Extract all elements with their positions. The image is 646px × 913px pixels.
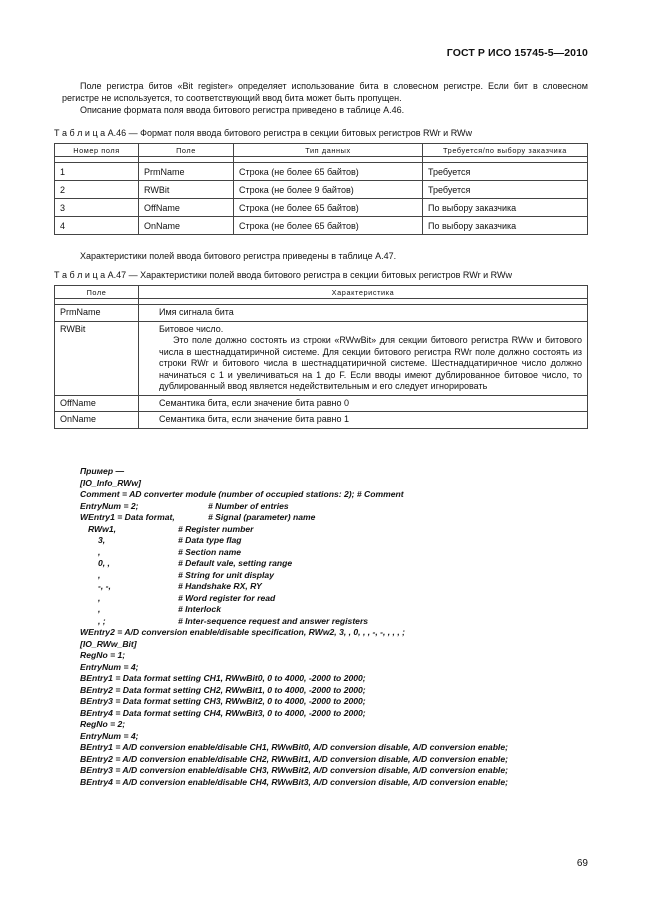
table-row — [55, 163, 588, 181]
code-key: , — [98, 592, 101, 603]
rwbit-description-text: Это поле должно состоять из строки «RWwBit» для секции битового регистра RWw и битового числа в шестнадцатиричной системе. Для секции битового регистра RWr поле должно состоять из строки RWr и битового числа в шестнадцатиричной системе. Шестнадцатиричное число должно начинаться с 1 и увеличиваться на 1 до F. Если вводы имеют дублированное битовое число, то дублированный ввод является недействительным и его следует игнорировать — [159, 335, 582, 391]
table-cell: Семантика бита, если значение бита равно 1 — [139, 412, 588, 429]
table-46-header-field: Поле — [139, 144, 234, 157]
table-47-header-field: Поле — [55, 286, 139, 299]
table-46-header-number: Номер поля — [55, 144, 139, 157]
table-row — [55, 217, 588, 235]
code-comment: # Data type flag — [178, 535, 242, 545]
code-line — [80, 616, 508, 628]
code-key: , — [98, 604, 101, 614]
table-cell: OnName — [139, 217, 234, 235]
table-46-header-required: Требуется/по выбору заказчика — [423, 144, 588, 157]
code-line — [80, 547, 508, 559]
code-key: 3, — [98, 535, 106, 545]
document-header: ГОСТ Р ИСО 15745-5—2010 — [446, 47, 588, 59]
code-line: RegNo = 2; — [80, 719, 126, 729]
table-cell: PrmName — [55, 305, 139, 322]
intro-paragraph-1 — [62, 80, 588, 104]
code-key: , — [98, 569, 101, 580]
code-key: WEntry1 = Data format, — [80, 512, 175, 522]
between-paragraph — [62, 250, 588, 262]
code-line: [IO_Info_RWw] — [80, 477, 141, 488]
table-cell: OffName — [55, 395, 139, 412]
code-comment: # Word register for read — [178, 592, 276, 603]
table-cell: Строка (не более 65 байтов) — [234, 217, 423, 235]
table-47-caption — [54, 270, 512, 280]
table-47-header-characteristic: Характеристика — [139, 286, 588, 299]
table-row — [55, 321, 588, 395]
code-key: 0, , — [98, 558, 110, 568]
code-comment: # Interlock — [178, 604, 221, 614]
code-line — [80, 570, 508, 582]
page-number: 69 — [576, 858, 588, 869]
table-cell — [139, 321, 588, 395]
table-cell: PrmName — [139, 163, 234, 181]
code-key: -, -, — [98, 581, 111, 591]
table-cell: Семантика бита, если значение бита равно 0 — [139, 395, 588, 412]
rwbit-description-title: Битовое число. — [159, 323, 224, 334]
code-comment: # Inter-sequence request and answer registers — [178, 615, 369, 626]
code-comment: # Handshake RX, RY — [178, 581, 262, 591]
table-46-caption — [54, 128, 472, 138]
code-line — [80, 593, 508, 605]
code-line: BEntry3 = A/D conversion enable/disable CH3, RWwBit2, A/D conversion disable, A/D conversion enable; — [80, 765, 508, 775]
table-cell: По выбору заказчика — [423, 217, 588, 235]
code-key: , — [98, 546, 101, 557]
code-line: WEntry2 = A/D conversion enable/disable specification, RWw2, 3, , 0, , , -, -, , , , ; — [80, 627, 405, 637]
rwbit-description-body — [159, 335, 582, 393]
table-cell: 4 — [55, 217, 139, 235]
code-line: EntryNum = 4; — [80, 730, 139, 741]
code-comment: # Signal (parameter) name — [208, 512, 316, 522]
table-cell: Строка (не более 9 байтов) — [234, 181, 423, 199]
table-47-header-row — [55, 286, 588, 299]
table-46-caption-prefix: Т а б л и ц а — [54, 128, 106, 138]
code-line: BEntry4 = Data format setting CH4, RWwBit3, 0 to 4000, -2000 to 2000; — [80, 707, 366, 718]
table-cell: Требуется — [423, 181, 588, 199]
code-comment: # Default vale, setting range — [178, 558, 293, 568]
code-comment: # Number of entries — [208, 500, 289, 511]
code-line — [80, 501, 508, 513]
table-cell: OffName — [139, 199, 234, 217]
table-cell: Имя сигнала бита — [139, 305, 588, 322]
code-line — [80, 512, 508, 524]
table-cell: 3 — [55, 199, 139, 217]
intro-paragraph-2 — [62, 104, 588, 116]
code-line — [80, 535, 508, 547]
code-line — [80, 524, 508, 536]
code-line: BEntry2 = Data format setting CH2, RWwBit1, 0 to 4000, -2000 to 2000; — [80, 684, 366, 695]
code-line: BEntry2 = A/D conversion enable/disable CH2, RWwBit1, A/D conversion disable, A/D conversion enable; — [80, 753, 508, 764]
code-line: BEntry1 = A/D conversion enable/disable CH1, RWwBit0, A/D conversion disable, A/D conversion enable; — [80, 742, 508, 752]
table-cell: RWBit — [55, 321, 139, 395]
code-line: [IO_RWw_Bit] — [80, 638, 137, 649]
code-comment: # Section name — [178, 546, 242, 557]
code-key: , ; — [98, 615, 106, 626]
table-row — [55, 412, 588, 429]
intro-text-1: Поле регистра битов «Bit register» определяет использование бита в словесном регистре. Если бит в словесном регистре не используется, то соответствующий ввод бита может быть пропущен. — [62, 81, 588, 103]
table-row — [55, 199, 588, 217]
code-line — [80, 581, 508, 593]
code-example — [80, 466, 508, 788]
code-line: BEntry3 = Data format setting CH3, RWwBit2, 0 to 4000, -2000 to 2000; — [80, 696, 366, 706]
code-key: RWw1, — [88, 523, 117, 534]
code-line: RegNo = 1; — [80, 650, 126, 660]
table-46 — [54, 143, 588, 235]
code-line: Comment = AD converter module (number of occupied stations: 2); # Comment — [80, 489, 404, 499]
table-cell: Строка (не более 65 байтов) — [234, 163, 423, 181]
intro-text-2: Описание формата поля ввода битового регистра приведено в таблице А.46. — [80, 105, 405, 115]
code-comment: # Register number — [178, 523, 254, 534]
code-line: EntryNum = 4; — [80, 661, 139, 672]
table-cell: OnName — [55, 412, 139, 429]
code-key: EntryNum = 2; — [80, 500, 139, 511]
table-cell: Требуется — [423, 163, 588, 181]
table-row — [55, 305, 588, 322]
code-line: BEntry1 = Data format setting CH1, RWwBit0, 0 to 4000, -2000 to 2000; — [80, 673, 366, 683]
table-47-caption-text: А.47 — Характеристики полей ввода битового регистра в секции битовых регистров RWr и RWw — [107, 270, 512, 280]
table-row — [55, 395, 588, 412]
table-cell: 2 — [55, 181, 139, 199]
table-cell: По выбору заказчика — [423, 199, 588, 217]
code-line — [80, 558, 508, 570]
table-cell: Строка (не более 65 байтов) — [234, 199, 423, 217]
between-text: Характеристики полей ввода битового регистра приведены в таблице А.47. — [80, 251, 397, 261]
code-line: Пример — — [80, 466, 125, 476]
table-46-caption-text: А.46 — Формат поля ввода битового регистра в секции битовых регистров RWr и RWw — [107, 128, 473, 138]
table-46-header-type: Тип данных — [234, 144, 423, 157]
table-46-header-row — [55, 144, 588, 157]
code-line — [80, 604, 508, 616]
code-line: BEntry4 = A/D conversion enable/disable CH4, RWwBit3, A/D conversion disable, A/D conversion enable; — [80, 776, 508, 787]
table-row — [55, 181, 588, 199]
table-cell: RWBit — [139, 181, 234, 199]
table-47-caption-prefix: Т а б л и ц а — [54, 270, 106, 280]
code-comment: # String for unit display — [178, 569, 274, 580]
table-47 — [54, 285, 588, 429]
table-cell: 1 — [55, 163, 139, 181]
